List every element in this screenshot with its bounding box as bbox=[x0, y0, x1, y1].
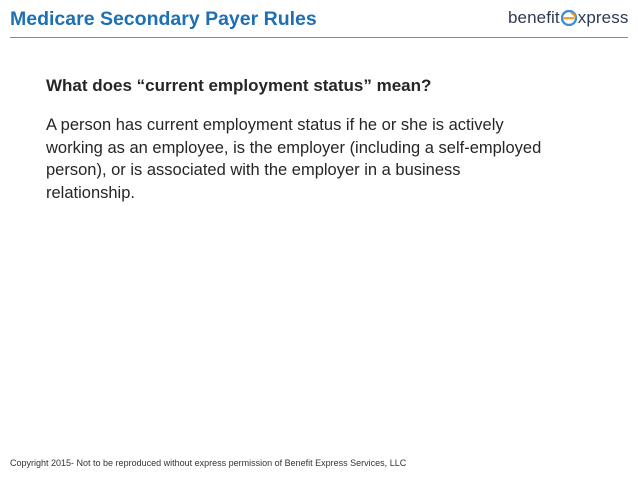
answer-line: A person has current employment status if he or she is actively bbox=[46, 116, 504, 134]
header-divider bbox=[10, 37, 628, 38]
answer-paragraph bbox=[46, 114, 606, 204]
answer-line: working as an employee, is the employer (including a self-employed bbox=[46, 138, 542, 157]
logo-text-left: benefit bbox=[508, 8, 560, 27]
question-heading: What does “current employment status” mean? bbox=[46, 76, 432, 95]
answer-line: relationship. bbox=[46, 183, 135, 202]
answer-line: person), or is associated with the employer in a business bbox=[46, 161, 461, 179]
logo-text-right: xpress bbox=[577, 8, 629, 27]
slide-content bbox=[46, 74, 606, 204]
page-title: Medicare Secondary Payer Rules bbox=[10, 8, 317, 30]
benefit-express-e-icon bbox=[561, 10, 577, 26]
benefit-express-logo bbox=[508, 6, 628, 30]
copyright-footer: Copyright 2015- Not to be reproduced without express permission of Benefit Express Services, LLC bbox=[10, 458, 407, 468]
